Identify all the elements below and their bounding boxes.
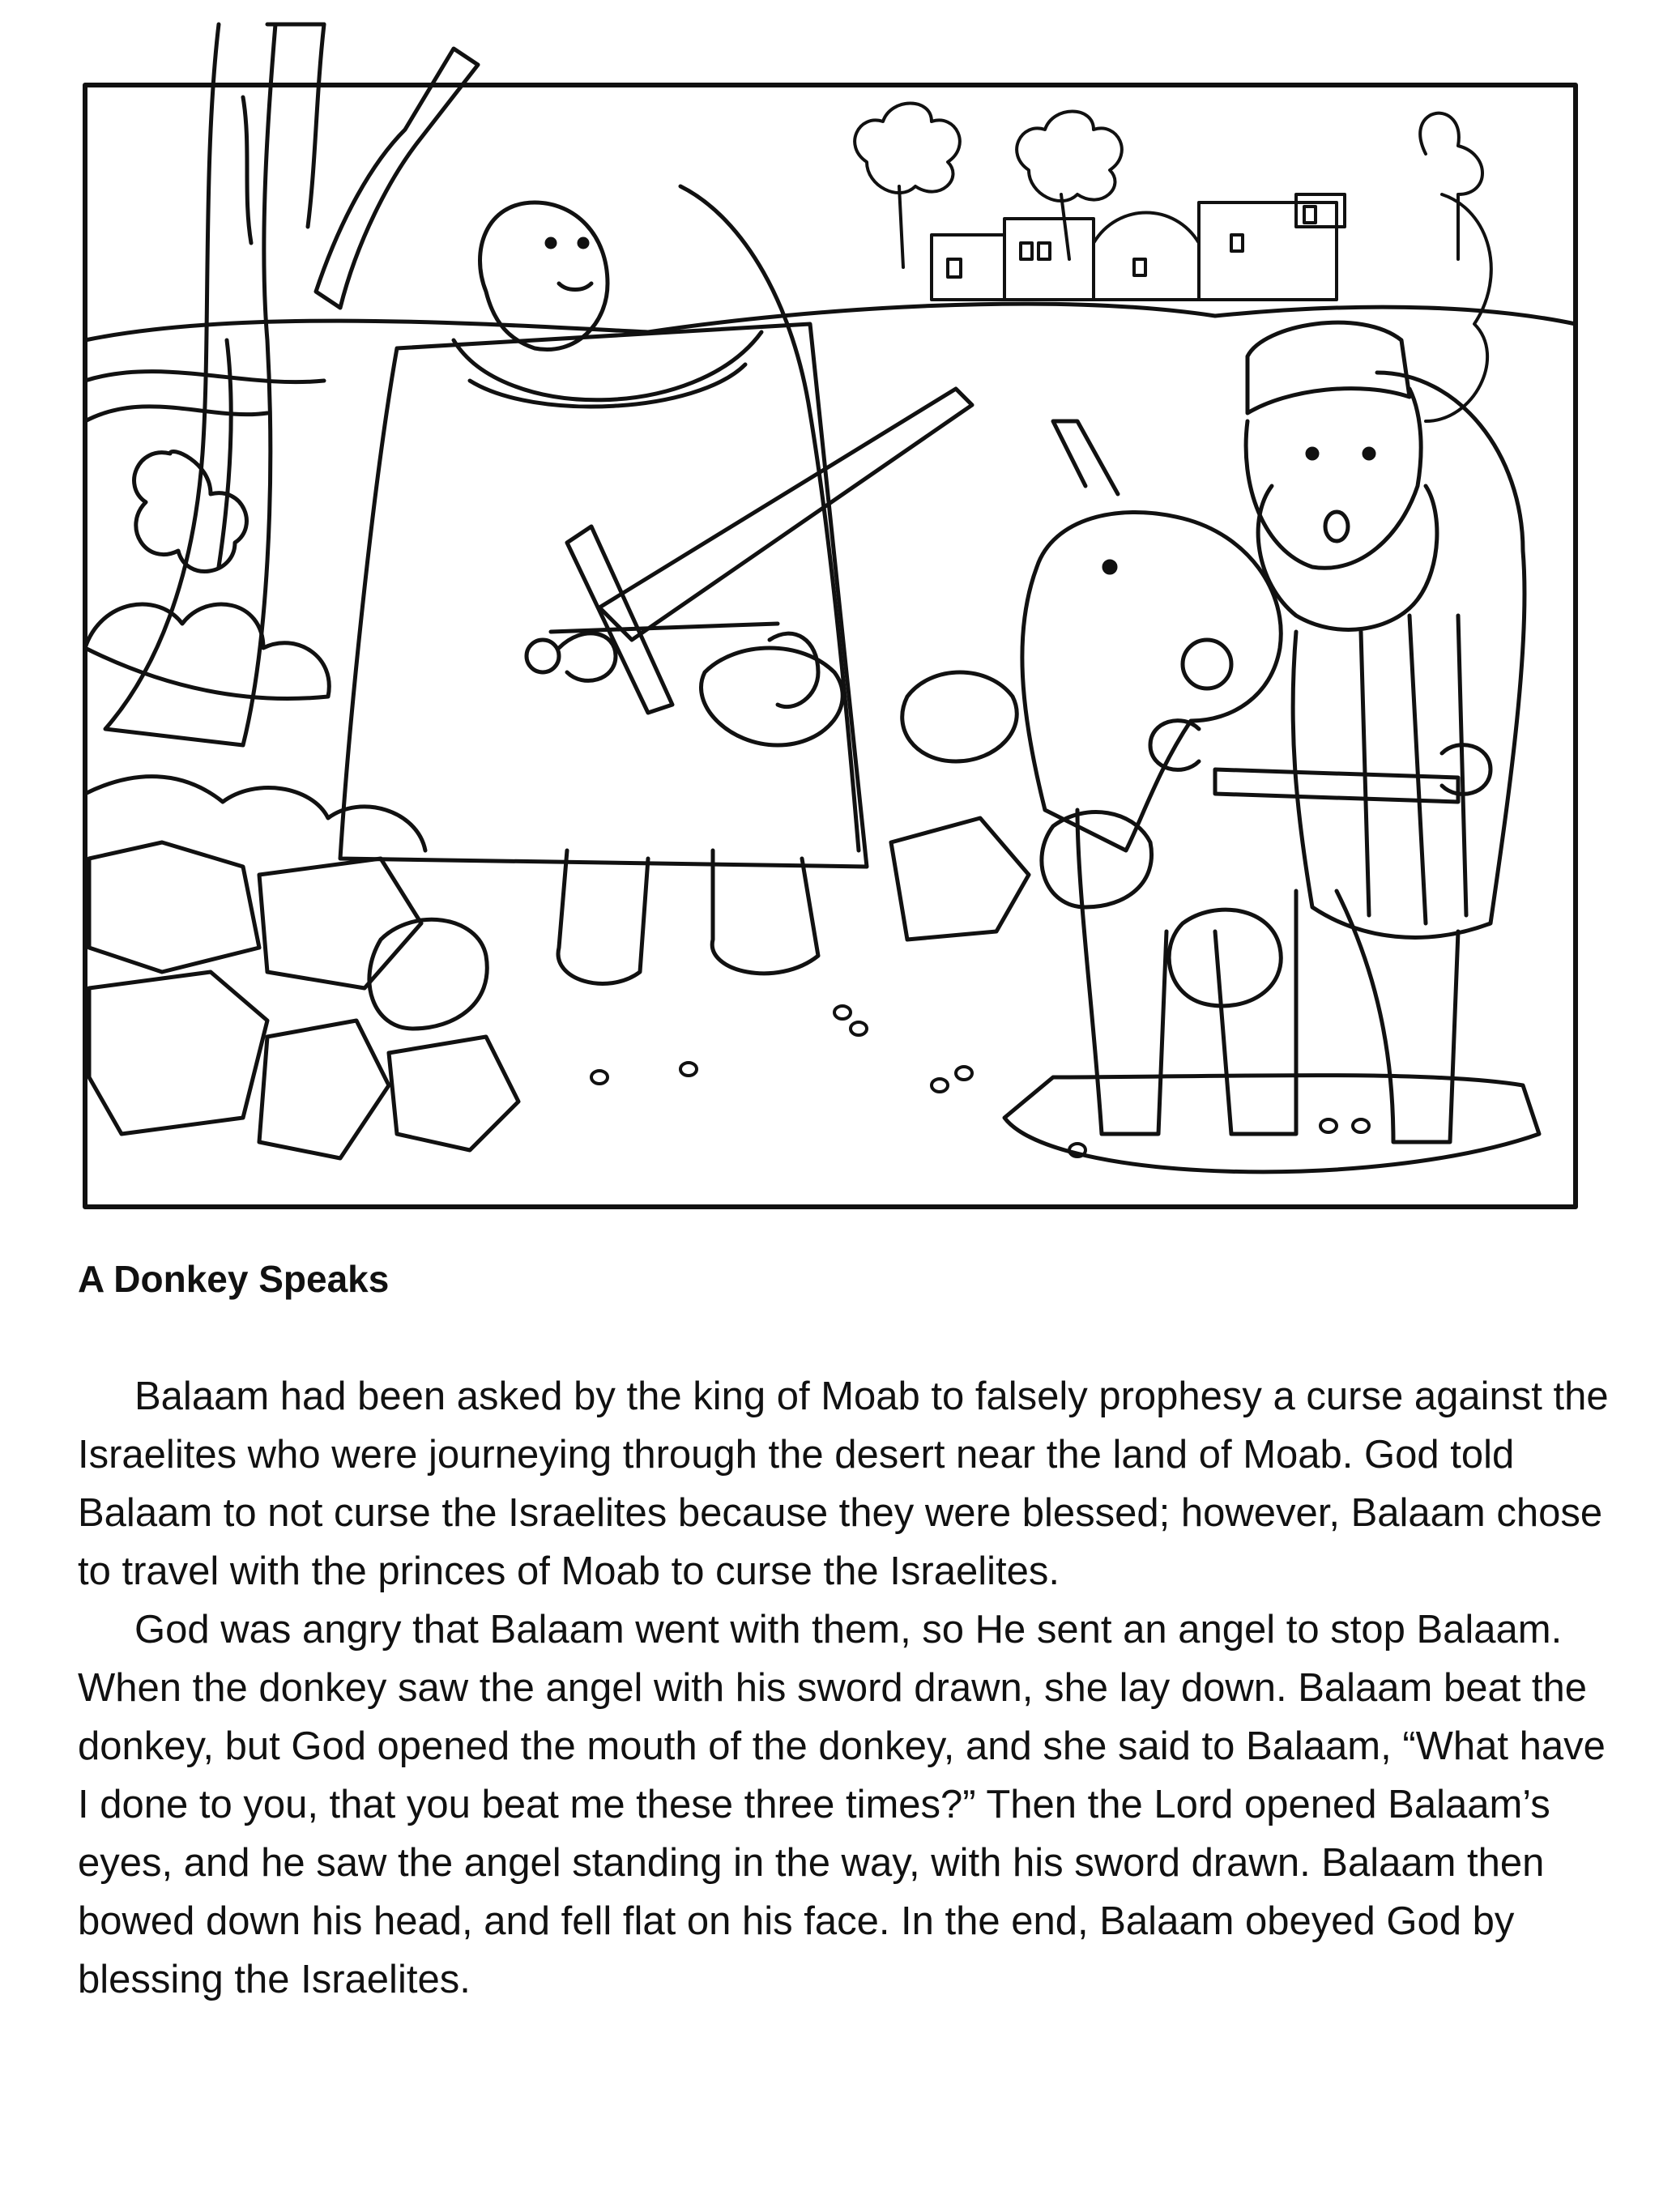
story-paragraph: God was angry that Balaam went with them, so He sent an angel to stop Balaam. When the donkey saw the angel with his sword drawn, she lay down. Balaam beat the donkey, but God opened the mouth of the donkey, and she said to Balaam, “What have I done to you, that you beat me these three times?” Then the Lord opened Balaam’s eyes, and he saw the angel standing in the way, with his sword drawn. Balaam then bowed down his head, and fell flat on his face. In the end, Balaam obeyed God by blessing the Israelites. <box>78 1608 1606 2001</box>
story-paragraph: Balaam had been asked by the king of Moab to falsely prophesy a curse against the Israelites who were journeying through the desert near the land of Moab. God told Balaam to not curse the Israelites because they were blessed; however, Balaam chose to travel with the princes of Moab to curse the Israelites. <box>78 1375 1609 1593</box>
village <box>932 194 1345 300</box>
story-title: A Donkey Speaks <box>78 1258 390 1300</box>
tree <box>105 24 478 745</box>
left-bush <box>85 604 329 699</box>
sword <box>527 389 972 713</box>
story-text <box>78 1367 1617 2009</box>
angel <box>340 186 867 983</box>
balaam <box>1215 322 1525 937</box>
illustration-frame <box>85 85 1576 1207</box>
